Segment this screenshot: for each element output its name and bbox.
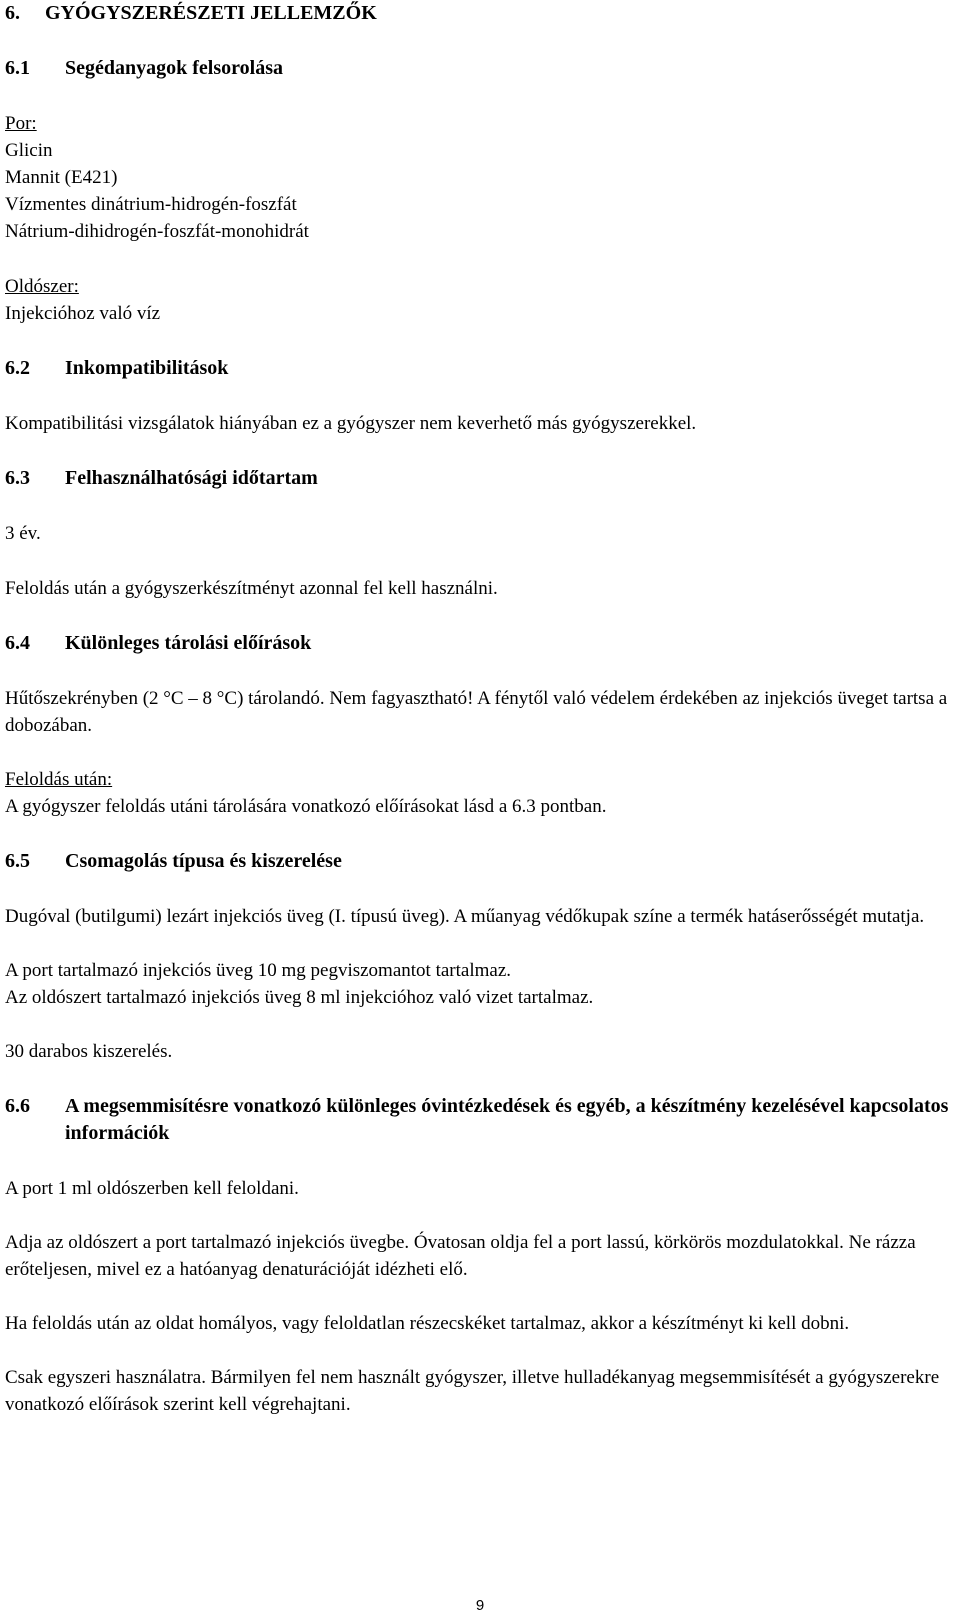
section-6-5-title: Csomagolás típusa és kiszerelése <box>65 850 342 872</box>
section-6-2-number: 6.2 <box>5 357 30 379</box>
powder-item: Glicin <box>5 140 53 161</box>
section-6-3-heading <box>5 465 950 492</box>
section-6-6-text-3: Ha feloldás után az oldat homályos, vagy feloldatlan részecskéket tartalmaz, akkor a készítményt ki kell dobni. <box>5 1313 850 1334</box>
section-6-5-heading <box>5 848 950 875</box>
document-page <box>5 0 950 1418</box>
section-6-2-title: Inkompatibilitások <box>65 357 229 379</box>
powder-item: Vízmentes dinátrium-hidrogén-foszfát <box>5 194 297 215</box>
section-6-2-heading <box>5 355 950 382</box>
section-6-3-text-after-reconstitution: Feloldás után a gyógyszerkészítményt azonnal fel kell használni. <box>5 578 498 599</box>
section-6-3-number: 6.3 <box>5 467 30 489</box>
section-6-2-text: Kompatibilitási vizsgálatok hiányában ez a gyógyszer nem keverhető más gyógyszerekkel. <box>5 413 697 434</box>
section-6-6-text-4: Csak egyszeri használatra. Bármilyen fel nem használt gyógyszer, illetve hulladékanyag megsemmisítését a gyógyszerekre vonatkozó előírások szerint kell végrehajtani. <box>5 1367 940 1415</box>
section-6-4-storage-text: Hűtőszekrényben (2 °C – 8 °C) tárolandó. Nem fagyasztható! A fénytől való védelem érdekében az injekciós üveget tartsa a dobozában. <box>5 688 948 736</box>
section-6-6-heading <box>5 1093 950 1147</box>
section-6-1-number: 6.1 <box>5 57 30 79</box>
section-6-6-text-2: Adja az oldószert a port tartalmazó injekciós üvegbe. Óvatosan oldja fel a port lassú, körkörös mozdulatokkal. Ne rázza erőteljesen, mivel ez a hatóanyag denaturációját idézheti elő. <box>5 1232 916 1280</box>
section-6-5-number: 6.5 <box>5 850 30 872</box>
section-6-1-heading <box>5 55 950 82</box>
solvent-item: Injekcióhoz való víz <box>5 303 161 324</box>
section-6-number: 6. <box>5 2 20 24</box>
section-6-5-solvent-vial-text: Az oldószert tartalmazó injekciós üveg 8 ml injekcióhoz való vizet tartalmaz. <box>5 987 594 1008</box>
powder-item: Mannit (E421) <box>5 167 118 188</box>
section-6-4-after-text: A gyógyszer feloldás utáni tárolására vonatkozó előírásokat lásd a 6.3 pontban. <box>5 796 607 817</box>
section-6-title: GYÓGYSZERÉSZETI JELLEMZŐK <box>45 2 377 24</box>
section-6-4-number: 6.4 <box>5 632 30 654</box>
after-reconstitution-label: Feloldás után: <box>5 769 113 790</box>
powder-label: Por: <box>5 113 37 134</box>
section-6-5-powder-vial-text: A port tartalmazó injekciós üveg 10 mg pegviszomantot tartalmaz. <box>5 960 511 981</box>
page-number: 9 <box>475 1597 485 1614</box>
section-6-5-container-text: Dugóval (butilgumi) lezárt injekciós üveg (I. típusú üveg). A műanyag védőkupak színe a termék hatáserősségét mutatja. <box>5 906 925 927</box>
section-6-6-text-1: A port 1 ml oldószerben kell feloldani. <box>5 1178 299 1199</box>
section-6-1-title: Segédanyagok felsorolása <box>65 57 283 79</box>
section-6-6-title: A megsemmisítésre vonatkozó különleges óvintézkedések és egyéb, a készítmény kezelésével kapcsolatos információk <box>65 1095 949 1144</box>
section-6-5-pack-size-text: 30 darabos kiszerelés. <box>5 1041 173 1062</box>
section-6-heading <box>5 0 950 27</box>
solvent-label: Oldószer: <box>5 276 79 297</box>
section-6-6-number: 6.6 <box>5 1095 30 1117</box>
section-6-4-heading <box>5 630 950 657</box>
section-6-3-title: Felhasználhatósági időtartam <box>65 467 318 489</box>
section-6-3-text-shelf-life: 3 év. <box>5 523 41 544</box>
section-6-4-title: Különleges tárolási előírások <box>65 632 312 654</box>
powder-item: Nátrium-dihidrogén-foszfát-monohidrát <box>5 221 309 242</box>
